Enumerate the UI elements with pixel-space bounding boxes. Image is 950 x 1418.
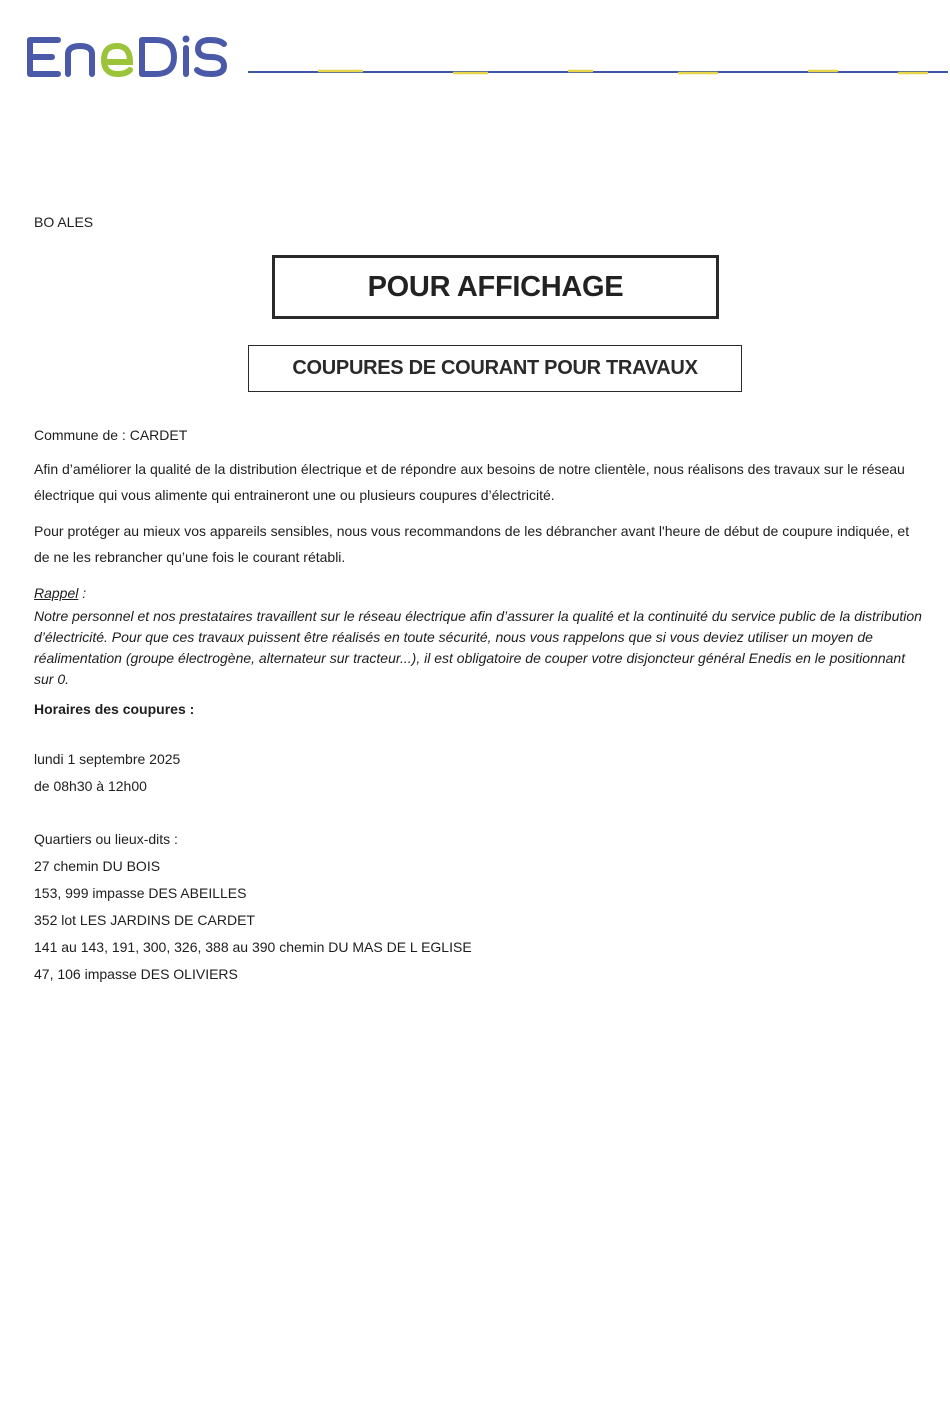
- pour-affichage-box: [272, 255, 719, 319]
- rappel-title: Rappel: [34, 585, 79, 601]
- notice-body: [34, 422, 924, 988]
- list-item: 27 chemin DU BOIS: [34, 858, 161, 874]
- recommendation-paragraph: Pour protéger au mieux vos appareils sensibles, nous vous recommandons de les débrancher avant l'heure de début de coupure indiquée, et de ne les rebrancher qu’une fois le courant rétabli.: [34, 523, 910, 565]
- sender-label: BO ALES: [34, 214, 94, 230]
- list-item: 153, 999 impasse DES ABEILLES: [34, 885, 247, 901]
- pour-affichage-title: POUR AFFICHAGE: [367, 270, 624, 303]
- intro-paragraph: Afin d’améliorer la qualité de la distribution électrique et de répondre aux besoins de notre clientèle, nous réalisons des travaux sur le réseau électrique qui vous alimente qui entraineront une ou plusieurs coupures d’électricité.: [34, 461, 905, 503]
- outage-time: de 08h30 à 12h00: [34, 778, 147, 794]
- horaires-title: Horaires des coupures :: [34, 701, 195, 717]
- outage-date: lundi 1 septembre 2025: [34, 751, 181, 767]
- list-item: 47, 106 impasse DES OLIVIERS: [34, 966, 238, 982]
- coupures-box: [248, 345, 742, 392]
- quartiers-title: Quartiers ou lieux-dits :: [34, 831, 178, 847]
- list-item: 141 au 143, 191, 300, 326, 388 au 390 chemin DU MAS DE L EGLISE: [34, 939, 472, 955]
- list-item: 352 lot LES JARDINS DE CARDET: [34, 912, 255, 928]
- rappel-text: Notre personnel et nos prestataires travaillent sur le réseau électrique afin d’assurer la qualité et la continuité du service public de la distribution d’électricité. Pour que ces travaux puissent être réalisés en toute sécurité, nous vous rappelons que si vous deviez utiliser un moyen de réalimentation (groupe électrogène, alternateur sur tracteur...), il est obligatoire de couper votre disjoncteur général Enedis en le positionnant sur 0.: [34, 608, 922, 687]
- coupures-title: COUPURES DE COURANT POUR TRAVAUX: [292, 357, 698, 379]
- enedis-logo: [24, 30, 234, 82]
- header-rule: [248, 68, 948, 76]
- rappel-heading: [34, 580, 924, 606]
- letterhead: [0, 0, 950, 100]
- rappel-colon: :: [78, 585, 87, 601]
- commune-line: Commune de : CARDET: [34, 427, 188, 443]
